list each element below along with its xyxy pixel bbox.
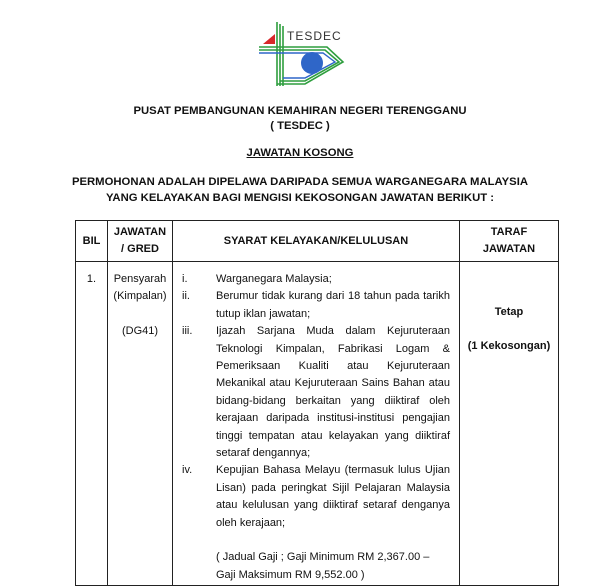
header-jawatan [108,221,173,262]
item-number: iv. [182,464,193,477]
item-text: Berumur tidak kurang dari 18 tahun pada tarikh tutup iklan jawatan; [216,290,450,320]
item-text: Ijazah Sarjana Muda dalam Kejuruteraan Teknologi Kimpalan, Fabrikasi Logam & Pemeriksaan Kualiti atau Kejuruteraan Mekanikal atau Kejuruteraan Sains Bahan atau bidang-bidang berkaitan yang diiktiraf oleh kerajaan daripada institusi-institusi pengajian tinggi tempatan atau kelayakan yang diiktiraf setaraf dengannya; [216,325,450,460]
intro-line-1: PERMOHONAN ADALAH DIPELAWA DARIPADA SEMUA WARGANEGARA MALAYSIA [71,176,529,188]
header-taraf-line1: TARAF [490,226,528,238]
header-bil: BIL [76,221,108,262]
cell-jawatan [108,262,173,586]
item-number: ii. [182,290,190,303]
requirements-list [174,271,458,532]
requirement-item [174,462,458,532]
item-number: i. [182,273,188,285]
vacancy-table [75,220,559,586]
vacancy-count: (1 Kekosongan) [467,340,551,353]
item-text: Warganegara Malaysia; [216,273,332,285]
requirement-item [174,271,458,288]
intro-line-2: YANG KELAYAKAN BAGI MENGISI KEKOSONGAN JAWATAN BERIKUT : [105,192,495,204]
item-text: Kepujian Bahasa Melayu (termasuk lulus Ujian Lisan) pada peringkat Sijil Pelajaran Malaysia atau kelulusan yang diiktiraf setaraf denganya oleh kerajaan; [216,464,450,529]
item-number: iii. [182,325,193,338]
header-taraf [460,221,559,262]
org-name: PUSAT PEMBANGUNAN KEMAHIRAN NEGERI TERENGGANU [133,105,467,117]
cell-syarat [173,262,460,586]
table-row [76,262,559,586]
header-syarat: SYARAT KELAYAKAN/KELULUSAN [173,221,460,262]
cell-taraf [460,262,559,586]
org-abbr: ( TESDEC ) [270,120,330,132]
tesdec-logo [255,18,355,88]
jawatan-title: Pensyarah [113,273,167,285]
requirement-item [174,288,458,323]
header-taraf-line2: JAWATAN [482,243,536,255]
svg-text:TESDEC: TESDEC [287,29,342,43]
salary-schedule: ( Jadual Gaji ; Gaji Minimum RM 2,367.00 – Gaji Maksimum RM 9,552.00 ) [216,551,430,581]
table-header-row [76,221,559,262]
header-jawatan-line1: JAWATAN [113,226,167,238]
jawatan-field: (Kimpalan) [113,290,167,303]
requirement-item [174,323,458,462]
header-jawatan-line2: / GRED [121,243,159,255]
cell-bil: 1. [76,262,108,586]
jawatan-grade: (DG41) [121,324,159,337]
status-label: Tetap [494,306,524,318]
page-title: JAWATAN KOSONG [246,147,354,159]
